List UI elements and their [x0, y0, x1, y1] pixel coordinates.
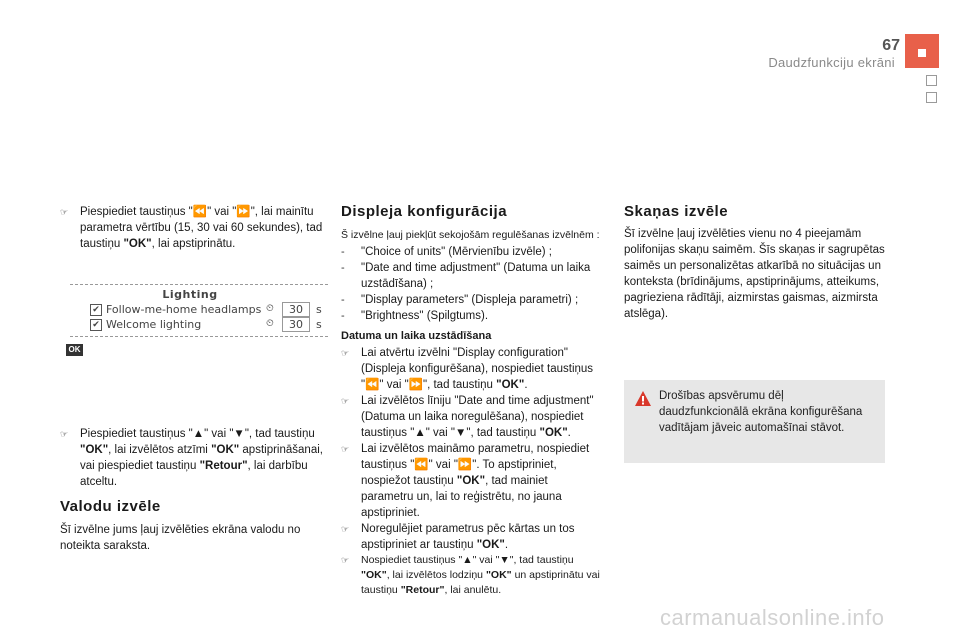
language-heading: Valodu izvēle [60, 498, 161, 515]
safety-note [624, 380, 885, 463]
duration-value[interactable]: 30 [282, 302, 310, 317]
step-item: ☞ Lai izvēlētos maināmo parametru, nospiediet taustiņus "⏪" vai "⏩". To apstipriniet, nospiežot taustiņu "OK", tad mainiet parametru un, lai to reģistrētu, no jauna apstipriniet. [341, 443, 590, 519]
page-marker-box [926, 75, 937, 86]
list-item: - "Brightness" (Spilgtums). [341, 310, 489, 322]
warning-exclamation-icon [634, 390, 652, 408]
sound-heading: Skaņas izvēle [624, 203, 729, 220]
pointing-finger-icon: ☞ [60, 207, 69, 217]
display-config-heading: Displeja konfigurācija [341, 203, 508, 220]
pointing-finger-icon: ☞ [341, 444, 350, 454]
tab-marker [918, 49, 926, 57]
step-item: ☞ Lai izvēlētos līniju "Date and time adjustment" (Datuma un laika noregulēšana), nospiediet taustiņus "▲" vai "▼", tad taustiņu "OK". [341, 395, 594, 439]
date-time-steps [341, 345, 603, 598]
step-item: ☞ Noregulējiet parametrus pēc kārtas un tos apstipriniet ar taustiņu "OK". [341, 523, 575, 551]
watermark: carmanualsonline.info [660, 605, 885, 630]
list-item: - "Choice of units" (Mērvienību izvēle) ; [341, 246, 552, 258]
pointing-finger-icon: ☞ [341, 396, 350, 406]
step-item: ☞ Nospiediet taustiņus "▲" vai "▼", tad taustiņu "OK", lai izvēlētos lodziņu "OK" un apstiprinātu vai taustiņu "Retour", lai anulētu. [341, 554, 600, 596]
lighting-screen [70, 284, 328, 337]
page-number: 67 [882, 37, 900, 54]
list-item: - "Display parameters" (Displeja parametri) ; [341, 294, 579, 306]
pointing-finger-icon: ☞ [341, 348, 350, 358]
pointing-finger-icon: ☞ [341, 555, 350, 565]
safety-note-text: Drošības apsvērumu dēļ daudzfunkcionālā ekrāna konfigurēšana vadītājam jāveic automašīnai stāvot. [659, 390, 863, 434]
step-item: ☞ Lai atvērtu izvēlni "Display configuration" (Displeja konfigurēšana), nospiediet taustiņus "⏪" vai "⏩", tad taustiņu "OK". [341, 347, 594, 391]
clock-icon: ⏲ [266, 303, 274, 314]
menu-list [341, 244, 603, 324]
language-text: Šī izvēlne jums ļauj izvēlēties ekrāna valodu no noteikta saraksta. [60, 524, 301, 552]
section-title: Daudzfunkciju ekrāni [768, 55, 895, 70]
ok-button[interactable]: OK [66, 344, 83, 356]
section-tab [905, 34, 939, 68]
sound-text: Šī izvēlne ļauj izvēlēties vienu no 4 pieejamām polifonijas skaņu saimēm. Šīs skaņas ir sagrupētas saimēs un personalizētas atkarībā no situācijas un konteksta (brīdinājums, apstiprinājums, atteikums, pagrieziena rādītāji, aizmirstas gaismas, aizmirsta atslēga). [624, 228, 885, 320]
pointing-finger-icon: ☞ [60, 429, 69, 439]
checked-box-icon[interactable]: ✔ [90, 304, 102, 316]
instruction-bullet: ☞ Piespiediet taustiņus "⏪" vai "⏩", lai mainītu parametra vērtību (15, 30 vai 60 sekundes), tad taustiņu "OK", lai apstiprinātu. [60, 206, 323, 250]
checked-box-icon[interactable]: ✔ [90, 319, 102, 331]
page-marker-box [926, 92, 937, 103]
instruction-bullet: ☞ Piespiediet taustiņus "▲" vai "▼", tad taustiņu "OK", lai izvēlētos atzīmi "OK" apstiprināšanai, vai piespiediet taustiņu "Retour", lai darbību atceltu. [60, 428, 323, 488]
pointing-finger-icon: ☞ [341, 524, 350, 534]
list-item: - "Date and time adjustment" (Datuma un laika uzstādīšana) ; [341, 262, 591, 290]
display-config-intro: Š izvēlne ļauj piekļūt sekojošām regulēšanas izvēlnēm : [341, 229, 600, 241]
screen-row-follow-me-home[interactable]: ✔ Follow-me-home headlamps ⏲ 30 s [90, 303, 330, 317]
date-time-subheading: Datuma un laika uzstādīšana [341, 330, 492, 342]
screen-row-welcome-lighting[interactable]: ✔ Welcome lighting ⏲ 30 s [90, 318, 330, 332]
screen-title: Lighting [162, 288, 218, 301]
duration-value[interactable]: 30 [282, 317, 310, 332]
clock-icon: ⏲ [266, 318, 274, 329]
